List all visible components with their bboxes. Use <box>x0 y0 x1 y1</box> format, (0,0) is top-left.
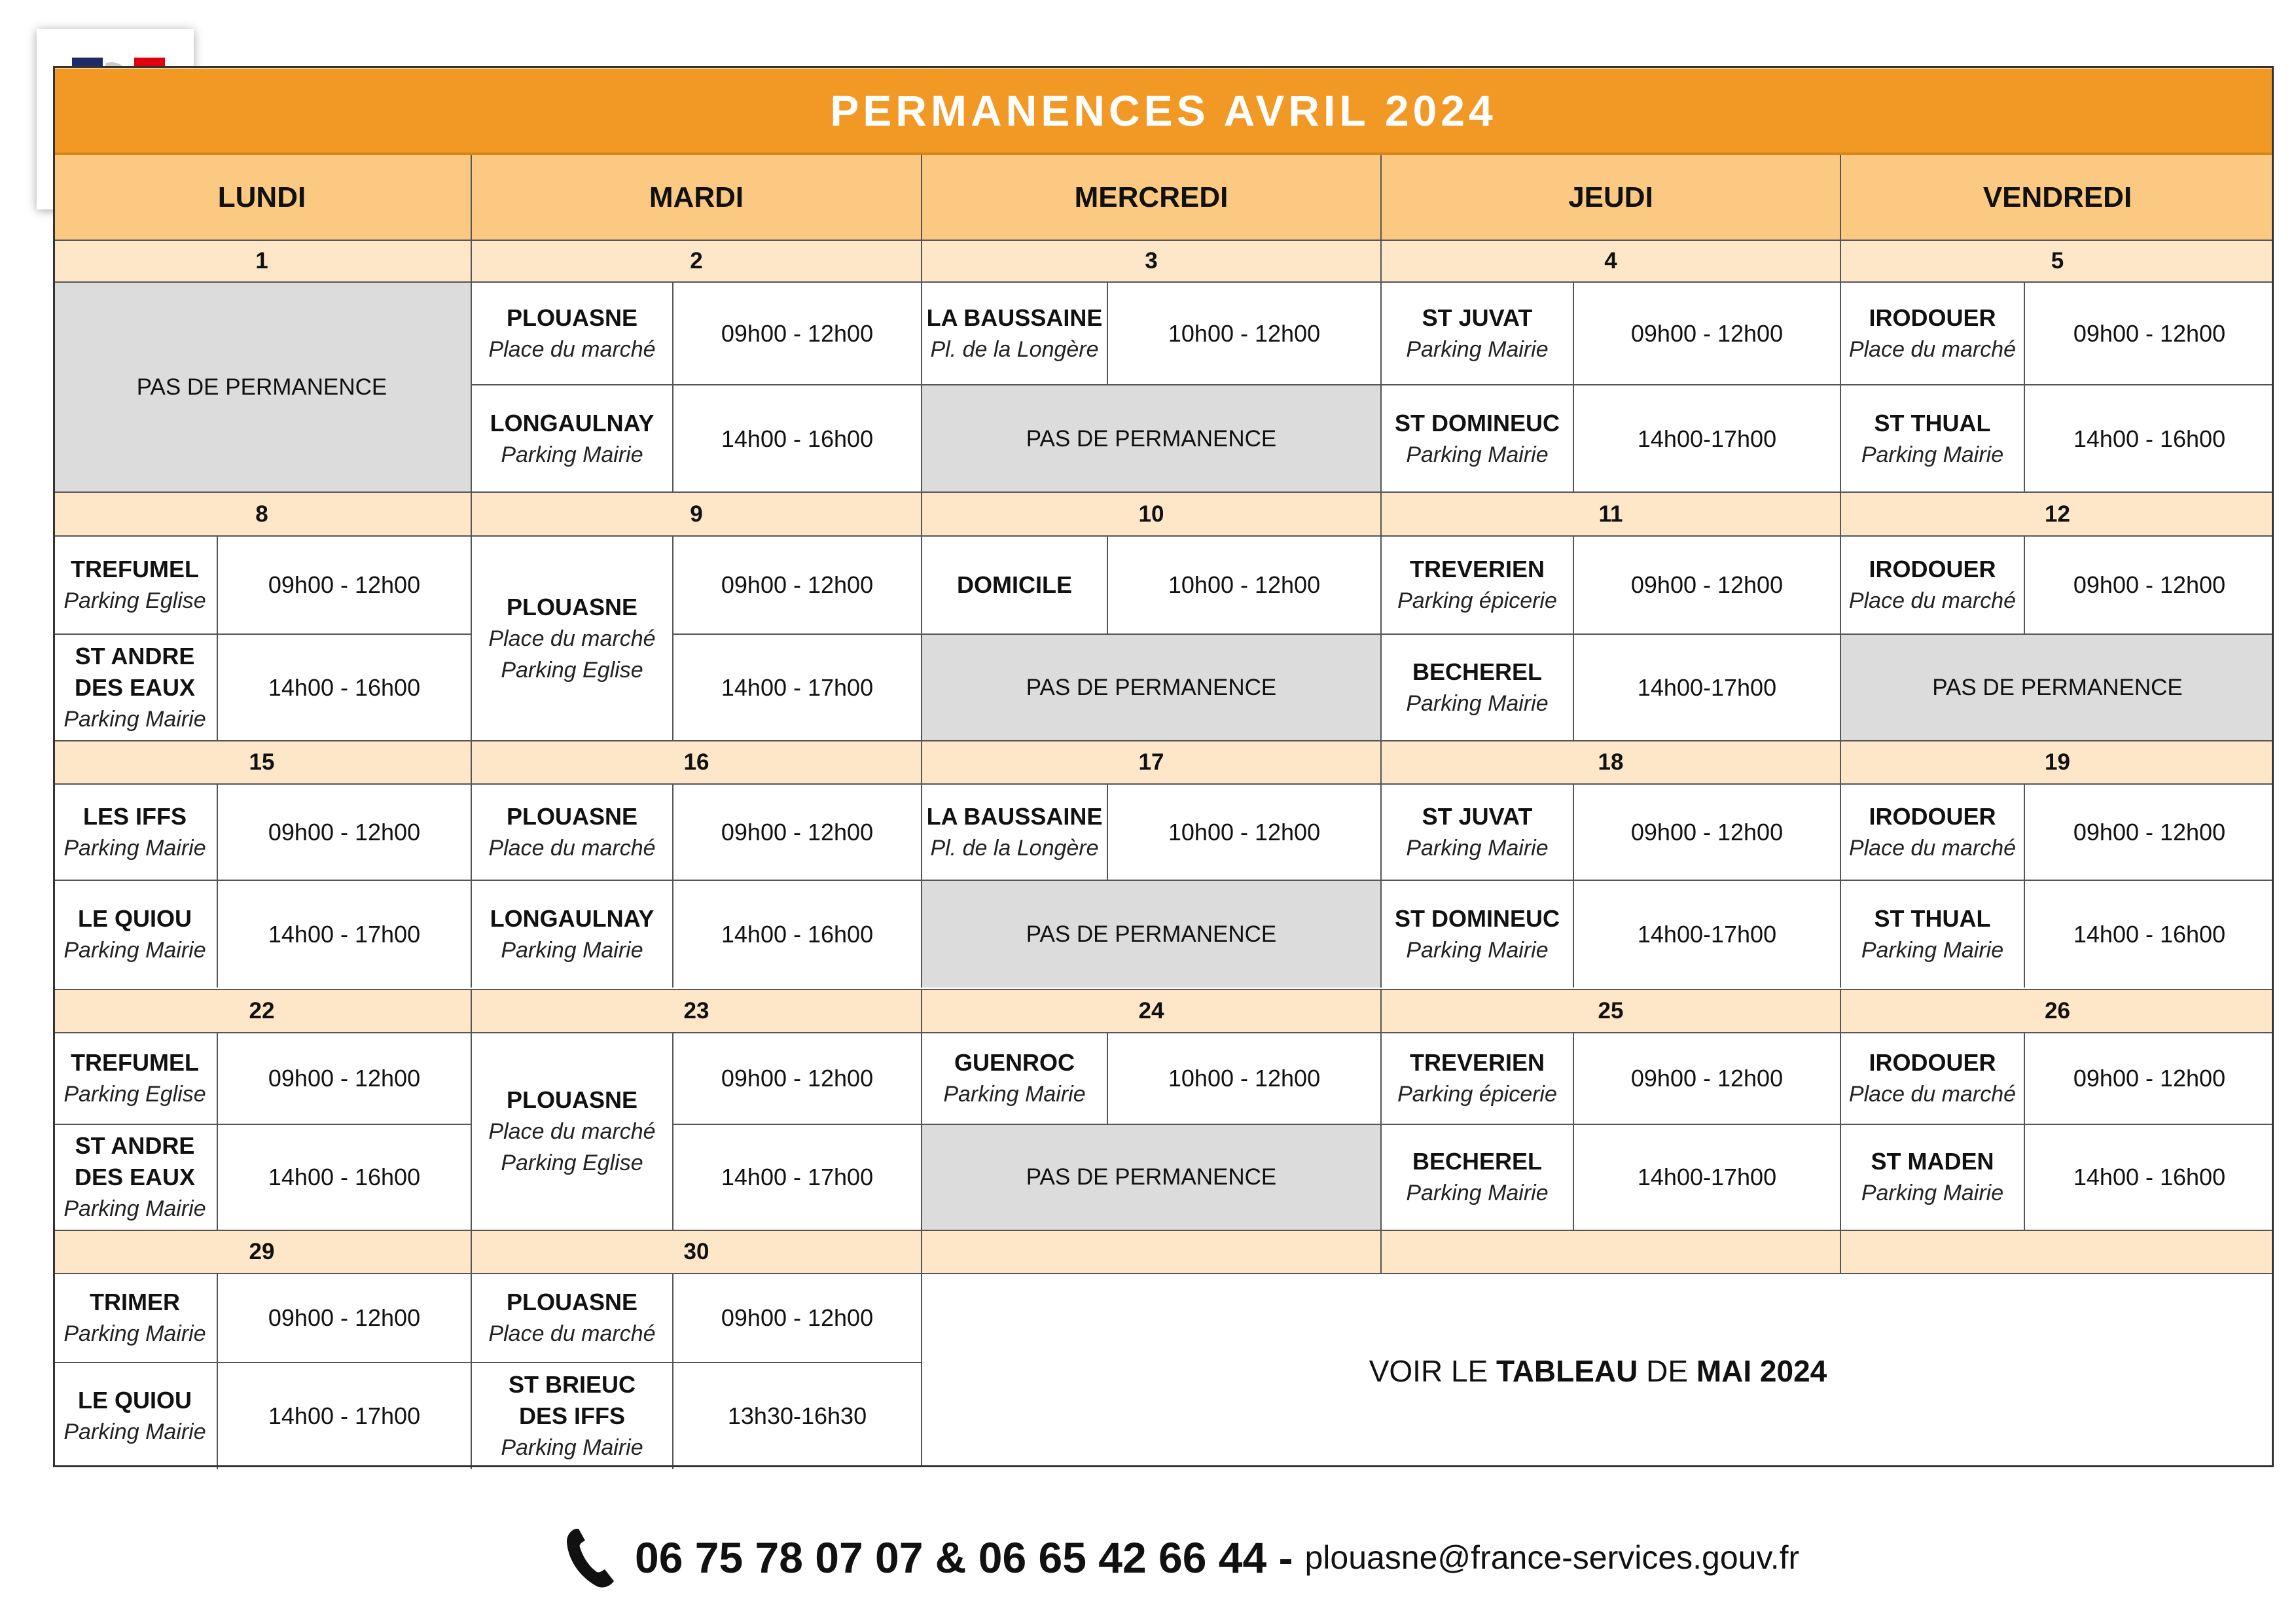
time-slot: 14h00 - 16h00 <box>217 633 471 740</box>
location-name: PLOUASNE <box>506 593 638 620</box>
location-place: Parking Mairie <box>501 937 643 963</box>
location-place: Place du marché Parking Eglise <box>488 1119 656 1175</box>
location-place: Parking Mairie <box>501 1435 643 1460</box>
location-cell <box>921 783 1107 880</box>
date-cell <box>921 1230 1380 1273</box>
location-place: Parking Mairie <box>63 706 206 732</box>
location-cell <box>1380 384 1573 492</box>
location-cell <box>1840 384 2024 492</box>
time-slot: 09h00 - 12h00 <box>2024 535 2274 633</box>
time-slot: 14h00 - 17h00 <box>217 1362 471 1469</box>
location-place: Pl. de la Longère <box>930 835 1099 861</box>
location-cell <box>471 384 672 492</box>
location-place: Parking Mairie <box>63 835 206 861</box>
date-cell: 1 <box>53 240 471 281</box>
location-name: ST DOMINEUC <box>1395 904 1560 932</box>
location-cell <box>921 535 1107 633</box>
time-slot: 09h00 - 12h00 <box>672 281 921 384</box>
day-header: LUNDI <box>53 155 471 240</box>
location-name: ST BRIEUC DES IFFS <box>508 1371 636 1429</box>
time-slot: 10h00 - 12h00 <box>1107 783 1380 880</box>
time-slot: 14h00 - 16h00 <box>2024 880 2274 988</box>
location-cell <box>53 1273 217 1362</box>
time-slot: 14h00 - 17h00 <box>672 1124 921 1230</box>
location-name: DOMICILE <box>957 571 1072 598</box>
note-text: DE <box>1638 1353 1696 1388</box>
location-name: PLOUASNE <box>506 304 638 331</box>
location-name: ST ANDRE DES EAUX <box>74 642 196 701</box>
location-place: Parking Mairie <box>1861 937 2004 963</box>
location-name: ST MADEN <box>1871 1148 1994 1175</box>
location-cell <box>471 1273 672 1362</box>
time-slot: 09h00 - 12h00 <box>2024 783 2274 880</box>
location-place: Parking Mairie <box>63 937 206 963</box>
location-name: LE QUIOU <box>77 1387 192 1414</box>
location-cell <box>1380 633 1573 740</box>
location-name: ST THUAL <box>1874 904 1991 932</box>
date-cell: 3 <box>921 240 1380 281</box>
time-slot: 10h00 - 12h00 <box>1107 281 1380 384</box>
location-place: Place du marché <box>488 835 656 861</box>
location-name: TREVERIEN <box>1409 556 1545 582</box>
location-name: ST JUVAT <box>1422 304 1533 331</box>
location-cell <box>1380 1124 1573 1230</box>
location-name: ST THUAL <box>1874 409 1991 437</box>
location-name: TREFUMEL <box>71 1049 199 1076</box>
date-cell <box>1840 1230 2274 1273</box>
location-name: IRODOUER <box>1869 304 1996 331</box>
location-cell <box>53 880 217 988</box>
no-permanence-cell: PAS DE PERMANENCE <box>921 633 1380 740</box>
location-place: Pl. de la Longère <box>930 336 1099 362</box>
time-slot: 09h00 - 12h00 <box>672 783 921 880</box>
location-cell <box>1380 1032 1573 1124</box>
location-name: LES IFFS <box>82 802 187 830</box>
date-cell: 18 <box>1380 740 1840 783</box>
contact-bar <box>564 1525 1799 1590</box>
time-slot: 09h00 - 12h00 <box>672 1032 921 1124</box>
location-cell <box>1840 281 2024 384</box>
location-name: BECHEREL <box>1412 658 1543 685</box>
date-cell: 10 <box>921 491 1380 535</box>
location-cell <box>53 1362 217 1469</box>
permanence-calendar <box>53 66 2274 1467</box>
date-cell: 22 <box>53 989 471 1032</box>
time-slot: 09h00 - 12h00 <box>672 535 921 633</box>
location-name: TRIMER <box>90 1289 180 1315</box>
location-cell <box>1840 783 2024 880</box>
time-slot: 14h00 - 16h00 <box>672 880 921 988</box>
location-place: Parking Mairie <box>1861 442 2004 467</box>
location-name: LA BAUSSAINE <box>926 802 1103 830</box>
location-place: Parking Mairie <box>501 442 643 467</box>
location-cell <box>471 1362 672 1469</box>
no-permanence-cell: PAS DE PERMANENCE <box>1840 633 2274 740</box>
location-cell <box>1380 535 1573 633</box>
no-permanence-cell: PAS DE PERMANENCE <box>921 1124 1380 1230</box>
note-bold-text: TABLEAU <box>1496 1353 1638 1388</box>
time-slot: 09h00 - 12h00 <box>2024 281 2274 384</box>
location-place: Place du marché Parking Eglise <box>488 626 656 683</box>
location-cell <box>471 281 672 384</box>
location-name: LONGAULNAY <box>490 409 655 437</box>
location-cell <box>53 1032 217 1124</box>
location-place: Place du marché <box>1848 336 2017 362</box>
location-name: LA BAUSSAINE <box>926 304 1103 331</box>
date-cell: 9 <box>471 491 921 535</box>
location-name: PLOUASNE <box>506 1289 638 1315</box>
location-place: Parking Eglise <box>63 1082 206 1107</box>
location-name: ST JUVAT <box>1422 802 1533 830</box>
location-cell <box>1840 880 2024 988</box>
location-cell <box>471 783 672 880</box>
location-cell <box>53 1124 217 1230</box>
date-cell: 29 <box>53 1230 471 1273</box>
location-place: Parking Mairie <box>63 1196 206 1221</box>
phone-icon <box>564 1526 620 1589</box>
location-name: PLOUASNE <box>506 1086 638 1113</box>
no-permanence-cell: PAS DE PERMANENCE <box>921 384 1380 492</box>
date-cell: 17 <box>921 740 1380 783</box>
time-slot: 09h00 - 12h00 <box>1573 535 1840 633</box>
location-place: Parking épicerie <box>1397 588 1557 613</box>
location-cell <box>471 880 672 988</box>
location-name: IRODOUER <box>1869 802 1996 830</box>
location-place: Place du marché <box>488 336 656 362</box>
time-slot: 09h00 - 12h00 <box>2024 1032 2274 1124</box>
day-header: MARDI <box>471 155 921 240</box>
time-slot: 09h00 - 12h00 <box>1573 281 1840 384</box>
date-cell: 26 <box>1840 989 2274 1032</box>
no-permanence-cell: PAS DE PERMANENCE <box>921 880 1380 988</box>
location-place: Place du marché <box>1848 1082 2017 1107</box>
note-text: VOIR LE <box>1369 1353 1497 1388</box>
day-header: MERCREDI <box>921 155 1380 240</box>
location-cell <box>1840 535 2024 633</box>
time-slot: 09h00 - 12h00 <box>217 535 471 633</box>
location-place: Parking Eglise <box>63 588 206 613</box>
date-cell: 4 <box>1380 240 1840 281</box>
time-slot: 14h00-17h00 <box>1573 880 1840 988</box>
time-slot: 14h00 - 16h00 <box>2024 384 2274 492</box>
location-place: Parking Mairie <box>1406 937 1549 963</box>
location-place: Parking Mairie <box>63 1321 206 1346</box>
time-slot: 14h00-17h00 <box>1573 384 1840 492</box>
location-name: ST DOMINEUC <box>1395 409 1560 437</box>
location-cell <box>53 535 217 633</box>
date-cell: 25 <box>1380 989 1840 1032</box>
date-cell: 24 <box>921 989 1380 1032</box>
location-cell <box>1380 880 1573 988</box>
location-name: LONGAULNAY <box>490 904 655 932</box>
location-place: Parking épicerie <box>1397 1082 1557 1107</box>
time-slot: 14h00 - 17h00 <box>217 880 471 988</box>
phone-numbers: 06 75 78 07 07 & 06 65 42 66 44 - <box>635 1533 1293 1582</box>
date-cell: 19 <box>1840 740 2274 783</box>
contact-email[interactable]: plouasne@france-services.gouv.fr <box>1304 1539 1800 1576</box>
location-cell <box>471 1032 672 1230</box>
location-name: TREVERIEN <box>1409 1049 1545 1076</box>
time-slot: 14h00 - 16h00 <box>2024 1124 2274 1230</box>
location-place: Parking Mairie <box>63 1419 206 1444</box>
location-place: Parking Mairie <box>1406 835 1549 861</box>
date-cell <box>1380 1230 1840 1273</box>
time-slot: 09h00 - 12h00 <box>217 1273 471 1362</box>
time-slot: 09h00 - 12h00 <box>672 1273 921 1362</box>
location-place: Parking Mairie <box>1406 1181 1549 1205</box>
location-name: IRODOUER <box>1869 1049 1996 1076</box>
time-slot: 14h00 - 16h00 <box>672 384 921 492</box>
location-cell <box>471 535 672 740</box>
location-name: GUENROC <box>954 1049 1075 1076</box>
time-slot: 09h00 - 12h00 <box>217 783 471 880</box>
location-place: Place du marché <box>488 1321 656 1346</box>
location-place: Parking Mairie <box>1861 1181 2004 1205</box>
location-cell <box>53 783 217 880</box>
date-cell: 8 <box>53 491 471 535</box>
time-slot: 10h00 - 12h00 <box>1107 1032 1380 1124</box>
date-cell: 2 <box>471 240 921 281</box>
location-name: PLOUASNE <box>506 802 638 830</box>
date-cell: 12 <box>1840 491 2274 535</box>
page-title: PERMANENCES AVRIL 2024 <box>53 66 2274 155</box>
date-cell: 23 <box>471 989 921 1032</box>
no-permanence-cell: PAS DE PERMANENCE <box>53 281 471 492</box>
location-name: ST ANDRE DES EAUX <box>74 1132 196 1190</box>
location-place: Parking Mairie <box>1406 336 1549 362</box>
location-place: Place du marché <box>1848 835 2017 861</box>
location-cell <box>1840 1124 2024 1230</box>
location-name: LE QUIOU <box>77 904 192 932</box>
location-cell <box>1380 783 1573 880</box>
location-place: Parking Mairie <box>943 1082 1086 1107</box>
location-name: IRODOUER <box>1869 556 1996 582</box>
location-cell <box>921 281 1107 384</box>
location-name: TREFUMEL <box>71 556 199 582</box>
day-header: JEUDI <box>1380 155 1840 240</box>
time-slot: 13h30-16h30 <box>672 1362 921 1469</box>
time-slot: 09h00 - 12h00 <box>1573 1032 1840 1124</box>
location-place: Parking Mairie <box>1406 442 1549 467</box>
date-cell: 30 <box>471 1230 921 1273</box>
location-cell <box>1380 281 1573 384</box>
location-place: Parking Mairie <box>1406 690 1549 716</box>
date-cell: 16 <box>471 740 921 783</box>
location-cell <box>921 1032 1107 1124</box>
time-slot: 14h00 - 16h00 <box>217 1124 471 1230</box>
day-header: VENDREDI <box>1840 155 2274 240</box>
time-slot: 14h00-17h00 <box>1573 1124 1840 1230</box>
location-place: Place du marché <box>1848 588 2017 613</box>
location-cell <box>1840 1032 2024 1124</box>
time-slot: 09h00 - 12h00 <box>1573 783 1840 880</box>
location-cell <box>53 633 217 740</box>
note-bold-text: MAI 2024 <box>1696 1353 1827 1388</box>
location-name: BECHEREL <box>1412 1148 1543 1175</box>
time-slot: 10h00 - 12h00 <box>1107 535 1380 633</box>
date-cell: 11 <box>1380 491 1840 535</box>
time-slot: 14h00-17h00 <box>1573 633 1840 740</box>
date-cell: 5 <box>1840 240 2274 281</box>
next-month-note <box>921 1273 2274 1467</box>
date-cell: 15 <box>53 740 471 783</box>
time-slot: 14h00 - 17h00 <box>672 633 921 740</box>
time-slot: 09h00 - 12h00 <box>217 1032 471 1124</box>
